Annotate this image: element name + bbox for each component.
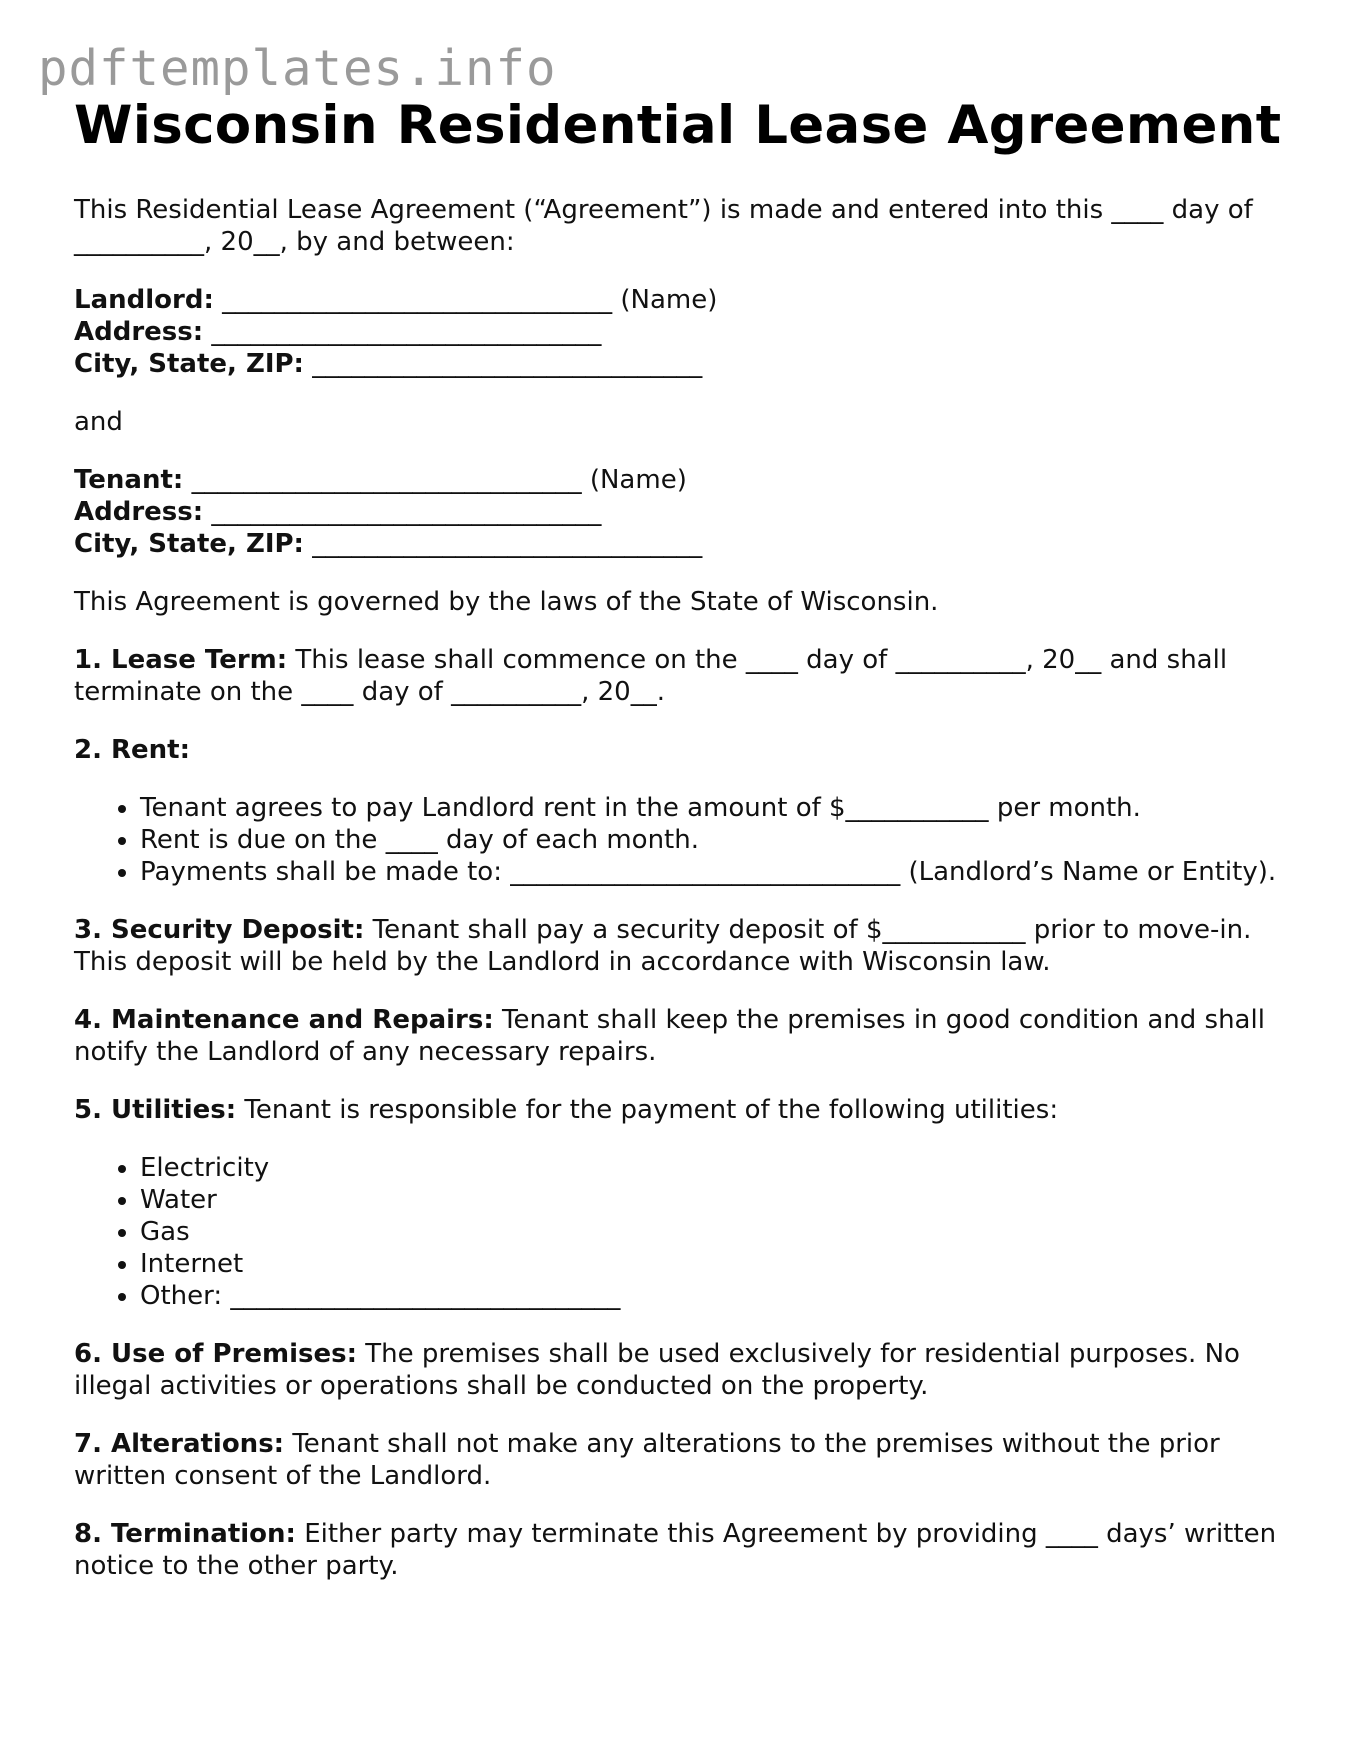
section-heading: 5. Utilities: xyxy=(74,1095,237,1125)
tenant-address-line xyxy=(74,496,1299,528)
tenant-block xyxy=(74,464,1299,560)
landlord-address-label: Address: xyxy=(74,317,204,347)
section-utilities xyxy=(74,1094,1299,1126)
governing-law: This Agreement is governed by the laws of the State of Wisconsin. xyxy=(74,587,939,617)
section-termination xyxy=(74,1518,1299,1582)
watermark: pdftemplates.info xyxy=(38,40,557,97)
section-security-deposit xyxy=(74,914,1299,978)
tenant-city-label: City, State, ZIP: xyxy=(74,529,304,559)
section-heading: 6. Use of Premises: xyxy=(74,1339,358,1369)
tenant-city-field: ______________________________ xyxy=(303,529,703,559)
list-item: • Water xyxy=(140,1184,1299,1216)
rent-list xyxy=(74,792,1299,888)
utilities-list xyxy=(74,1152,1299,1312)
landlord-address-field: ______________________________ xyxy=(203,317,602,347)
section-text: This lease shall commence on the ____ day of __________, 20__ and shall terminate on the ____ day of __________, 20__. xyxy=(74,645,1228,707)
list-item: • Gas xyxy=(140,1216,1299,1248)
section-text: Tenant shall not make any alterations to the premises without the prior written consent of the Landlord. xyxy=(74,1429,1220,1491)
and-text: and xyxy=(74,407,123,437)
list-item: • Other: ______________________________ xyxy=(140,1280,1299,1312)
list-item: • Payments shall be made to: ______________________________ (Landlord’s Name or Entity). xyxy=(140,856,1299,888)
section-lease-term xyxy=(74,644,1299,708)
landlord-city-field: ______________________________ xyxy=(303,349,703,379)
document-title: Wisconsin Residential Lease Agreement xyxy=(74,95,1282,156)
section-text: Tenant is responsible for the payment of the following utilities: xyxy=(236,1095,1059,1125)
document-body xyxy=(74,96,1299,1582)
list-item: • Electricity xyxy=(140,1152,1299,1184)
section-heading: 7. Alterations: xyxy=(74,1429,285,1459)
list-item: • Tenant agrees to pay Landlord rent in the amount of $___________ per month. xyxy=(140,792,1299,824)
landlord-name-field: ______________________________ (Name) xyxy=(213,285,718,315)
landlord-block xyxy=(74,284,1299,380)
section-heading: 8. Termination: xyxy=(74,1519,296,1549)
tenant-name-field: ______________________________ (Name) xyxy=(183,465,687,495)
section-use-of-premises xyxy=(74,1338,1299,1402)
section-text: The premises shall be used exclusively for residential purposes. No illegal activities or operations shall be conducted on the property. xyxy=(74,1339,1240,1401)
tenant-address-field: ______________________________ xyxy=(203,497,602,527)
section-heading: 3. Security Deposit: xyxy=(74,915,365,945)
landlord-name-label: Landlord: xyxy=(74,285,214,315)
section-heading: 1. Lease Term: xyxy=(74,645,288,675)
landlord-address-line xyxy=(74,316,1299,348)
intro-paragraph: This Residential Lease Agreement (“Agreement”) is made and entered into this ____ day of __________, 20__, by and between: xyxy=(74,195,1253,257)
landlord-city-label: City, State, ZIP: xyxy=(74,349,304,379)
section-text: Tenant shall pay a security deposit of $___________ prior to move-in. This deposit will be held by the Landlord in accordance with Wisconsin law. xyxy=(74,915,1252,977)
section-alterations xyxy=(74,1428,1299,1492)
section-text: Tenant shall keep the premises in good condition and shall notify the Landlord of any necessary repairs. xyxy=(74,1005,1265,1067)
tenant-name-line xyxy=(74,464,1299,496)
tenant-city-line xyxy=(74,528,1299,560)
section-heading: 4. Maintenance and Repairs: xyxy=(74,1005,494,1035)
list-item: • Internet xyxy=(140,1248,1299,1280)
tenant-address-label: Address: xyxy=(74,497,204,527)
tenant-name-label: Tenant: xyxy=(74,465,184,495)
section-maintenance xyxy=(74,1004,1299,1068)
landlord-city-line xyxy=(74,348,1299,380)
section-rent-heading: 2. Rent: xyxy=(74,735,191,765)
section-text: Either party may terminate this Agreement by providing ____ days’ written notice to the other party. xyxy=(74,1519,1277,1581)
landlord-name-line xyxy=(74,284,1299,316)
list-item: • Rent is due on the ____ day of each month. xyxy=(140,824,1299,856)
